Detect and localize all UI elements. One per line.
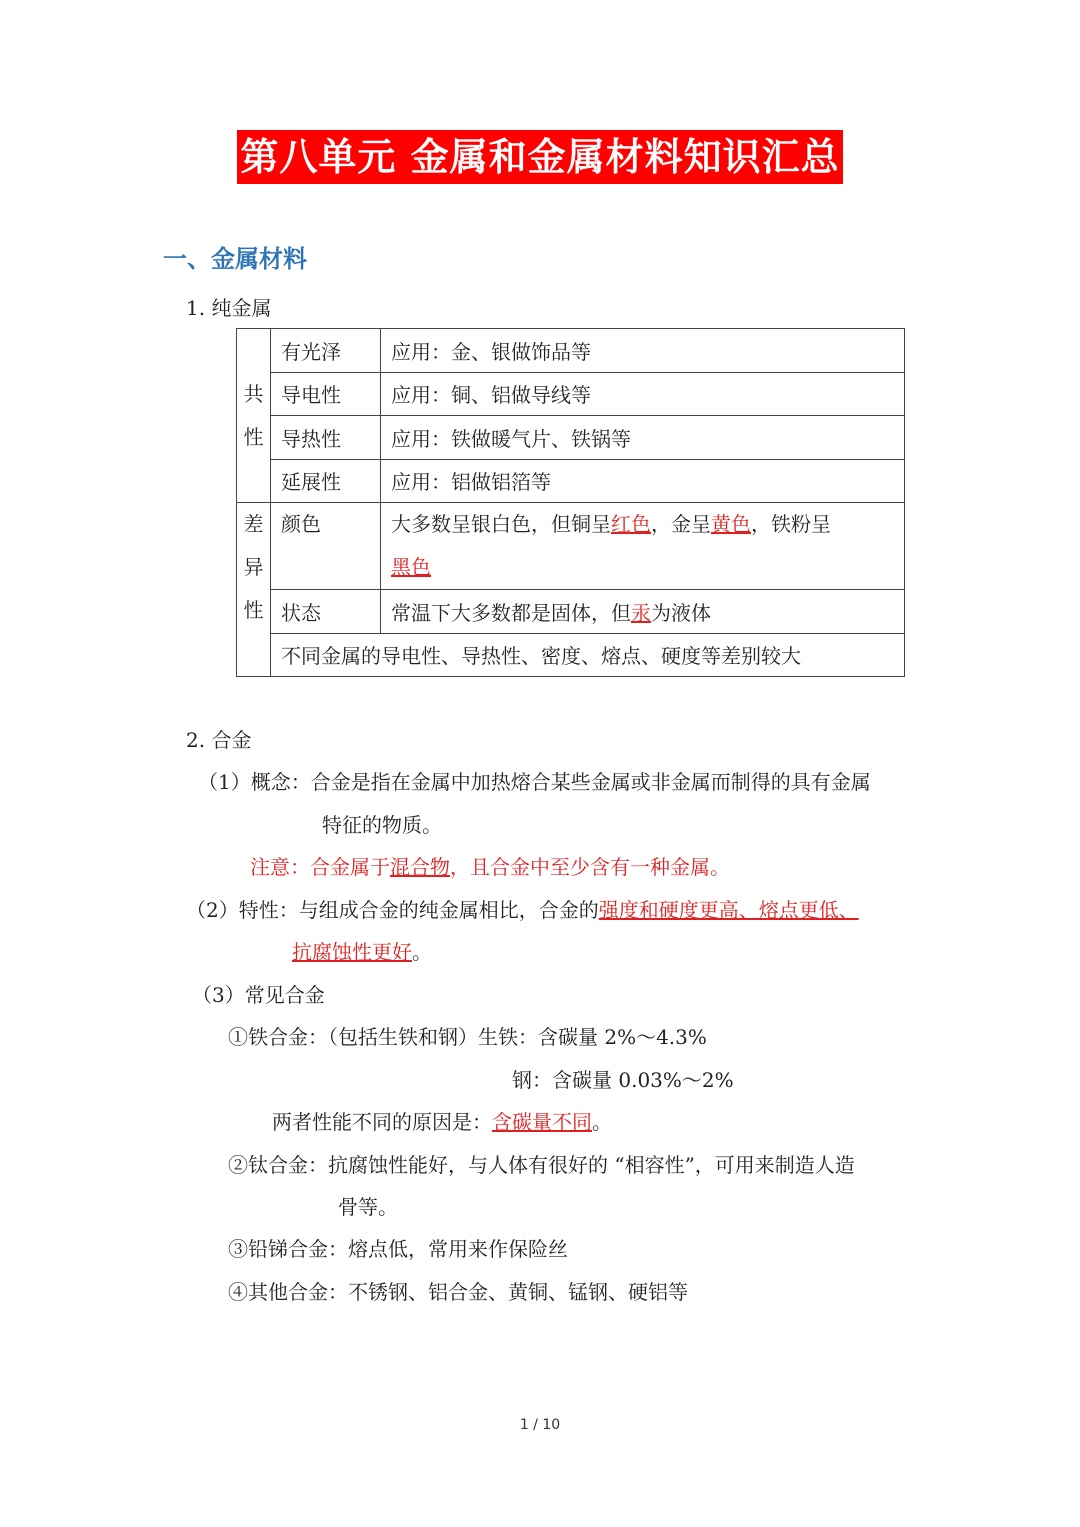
lead-antimony-line: ③铅锑合金：熔点低，常用来作保险丝 [228,1237,568,1261]
reason-line: 两者性能不同的原因是：含碳量不同。 [272,1110,612,1134]
table-row [237,633,905,677]
state-description-cell: 常温下大多数都是固体，但汞为液体 [381,590,905,634]
other-alloys-line: ④其他合金：不锈钢、铝合金、黄铜、锰钢、硬铝等 [228,1280,688,1304]
titanium-line-2: 骨等。 [338,1195,398,1219]
table-row [237,372,905,416]
highlight-black: 黑色 [391,555,431,579]
table-row [237,416,905,460]
titanium-line-1: ②钛合金：抗腐蚀性能好，与人体有很好的 “相容性”，可用来制造人造 [228,1153,855,1177]
property-line-2: 抗腐蚀性更好。 [292,940,432,964]
common-alloys-heading: （3）常见合金 [192,983,325,1007]
group-label-char: 性 [243,598,264,622]
table-row [237,590,905,634]
property-cell: 导电性 [271,372,381,416]
pure-metal-table [236,328,905,677]
group-label-char: 差 [243,512,264,536]
table-row [237,459,905,503]
application-cell: 应用：金、银做饰品等 [381,329,905,373]
property-cell: 导热性 [271,416,381,460]
page-number: 1 / 10 [519,1417,561,1433]
title-block [0,130,1080,184]
highlight-mercury: 汞 [631,600,651,625]
table-row [237,329,905,373]
common-group-cell [237,329,271,503]
subheading-pure-metal: 1. 纯金属 [186,296,272,320]
note-line: 注意：合金属于混合物，且合金中至少含有一种金属。 [250,855,730,879]
iron-alloy-line-1: ①铁合金：（包括生铁和钢）生铁：含碳量 2%～4.3% [228,1025,707,1049]
highlight-yellow: 黄色 [711,512,751,536]
property-cell: 状态 [271,590,381,634]
concept-line-2: 特征的物质。 [322,813,442,837]
difference-group-cell [237,503,271,677]
highlight-carbon: 含碳量不同 [492,1110,592,1134]
page-title: 第八单元 金属和金属材料知识汇总 [237,130,842,184]
group-label-char: 性 [243,424,264,449]
group-label-char: 异 [243,555,264,579]
summary-cell: 不同金属的导电性、导热性、密度、熔点、硬度等差别较大 [271,633,905,677]
application-cell: 应用：铝做铝箔等 [381,459,905,503]
highlight-red: 红色 [611,512,651,536]
highlight-mixture: 混合物 [390,855,450,879]
color-description-cell: 大多数呈银白色，但铜呈红色，金呈黄色，铁粉呈 黑色 [381,503,905,590]
application-cell: 应用：铁做暖气片、铁锅等 [381,416,905,460]
iron-alloy-line-2: 钢：含碳量 0.03%～2% [512,1068,734,1092]
application-cell: 应用：铜、铝做导线等 [381,372,905,416]
subheading-alloy: 2. 合金 [186,728,252,752]
highlight-strength: 强度和硬度更高、熔点更低、 [598,898,859,922]
table-row [237,503,905,590]
section-heading: 一、金属材料 [163,245,307,273]
property-cell: 有光泽 [271,329,381,373]
group-label-char: 共 [243,381,264,406]
property-line-1: （2）特性：与组成合金的纯金属相比，合金的强度和硬度更高、熔点更低、 [186,898,859,922]
highlight-corrosion: 抗腐蚀性更好 [292,940,412,964]
property-cell: 延展性 [271,459,381,503]
property-cell: 颜色 [271,503,381,590]
concept-line-1: （1）概念：合金是指在金属中加热熔合某些金属或非金属而制得的具有金属 [198,770,871,794]
